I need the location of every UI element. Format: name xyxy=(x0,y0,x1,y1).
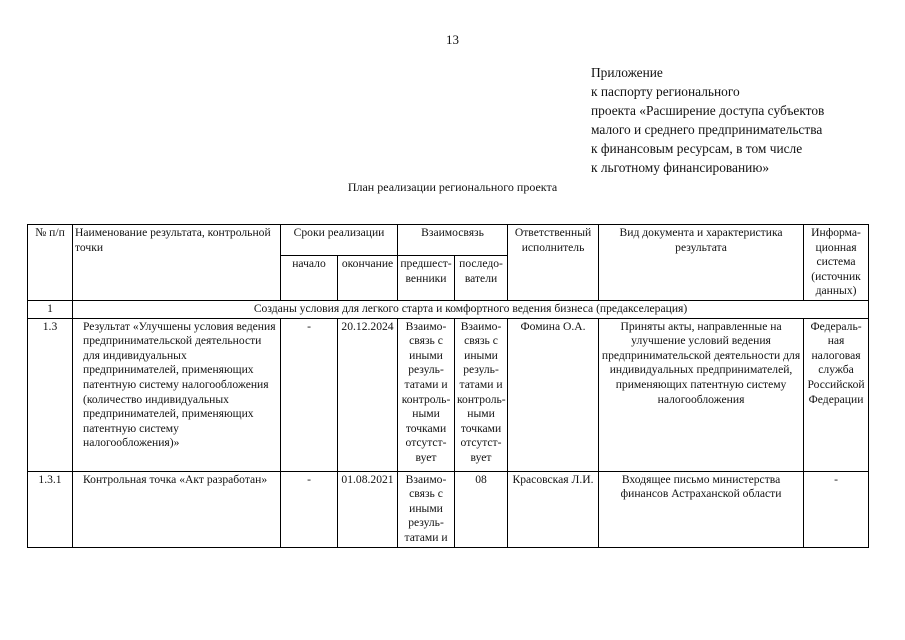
row-responsible: Фомина О.А. xyxy=(508,318,599,471)
row-name: Результат «Улучшены условия ведения предпринимательской деятельности для индивидуальных предпринимателей, применяющих патентную систему налогообложения (количество индивидуальных предпринимателей, применяющих патентную систему налогообложения)» xyxy=(73,318,281,471)
header-info-system: Информа-ционная система (источник данных) xyxy=(804,225,869,301)
row-start: - xyxy=(281,471,338,547)
header-end: окончание xyxy=(338,255,398,300)
row-end: 20.12.2024 xyxy=(338,318,398,471)
row-successors: 08 xyxy=(455,471,508,547)
row-end: 01.08.2021 xyxy=(338,471,398,547)
row-doc-type: Приняты акты, направленные на улучшение условий ведения предпринимательской деятельности для индивидуальных предпринимателей, применяющих патентную систему налогообложения xyxy=(599,318,804,471)
row-name: Контрольная точка «Акт разработан» xyxy=(73,471,281,547)
header-start: начало xyxy=(281,255,338,300)
row-start: - xyxy=(281,318,338,471)
row-predecessors: Взаимо-связь с иными резуль-татами и контроль-ными точками отсутст-вует xyxy=(398,318,455,471)
appendix-note xyxy=(591,63,824,177)
row-doc-type: Входящее письмо министерства финансов Астраханской области xyxy=(599,471,804,547)
appendix-line: проекта «Расширение доступа субъектов xyxy=(591,103,825,118)
row-info-system: Федераль-ная налоговая служба Российской Федерации xyxy=(804,318,869,471)
table-row xyxy=(28,318,869,471)
appendix-line: к паспорту регионального xyxy=(591,84,740,99)
row-successors: Взаимо-связь с иными резуль-татами и контроль-ными точками отсутст-вует xyxy=(455,318,508,471)
section-row xyxy=(28,300,869,318)
table-row xyxy=(28,471,869,547)
header-predecessors: предшест-венники xyxy=(398,255,455,300)
header-relation: Взаимосвязь xyxy=(398,225,508,256)
appendix-line: малого и среднего предпринимательства xyxy=(591,122,823,137)
header-responsible: Ответственный исполнитель xyxy=(508,225,599,301)
header-num: № п/п xyxy=(28,225,73,301)
header-name: Наименование результата, контрольной точки xyxy=(73,225,281,301)
implementation-plan-table xyxy=(27,224,869,548)
page-number: 13 xyxy=(446,32,459,47)
header-row xyxy=(28,225,869,256)
header-doc-type: Вид документа и характеристика результата xyxy=(599,225,804,301)
header-successors: последо-ватели xyxy=(455,255,508,300)
plan-title: План реализации регионального проекта xyxy=(347,180,558,194)
appendix-line: к финансовым ресурсам, в том числе xyxy=(591,141,803,156)
section-title: Созданы условия для легкого старта и комфортного ведения бизнеса (предакселерация) xyxy=(73,300,869,318)
row-info-system: - xyxy=(804,471,869,547)
appendix-line: к льготному финансированию» xyxy=(591,160,770,175)
row-num: 1.3.1 xyxy=(28,471,73,547)
appendix-line: Приложение xyxy=(591,65,663,80)
section-num: 1 xyxy=(28,300,73,318)
row-predecessors: Взаимо-связь с иными резуль-татами и xyxy=(398,471,455,547)
header-terms: Сроки реализации xyxy=(281,225,398,256)
row-num: 1.3 xyxy=(28,318,73,471)
row-responsible: Красовская Л.И. xyxy=(508,471,599,547)
